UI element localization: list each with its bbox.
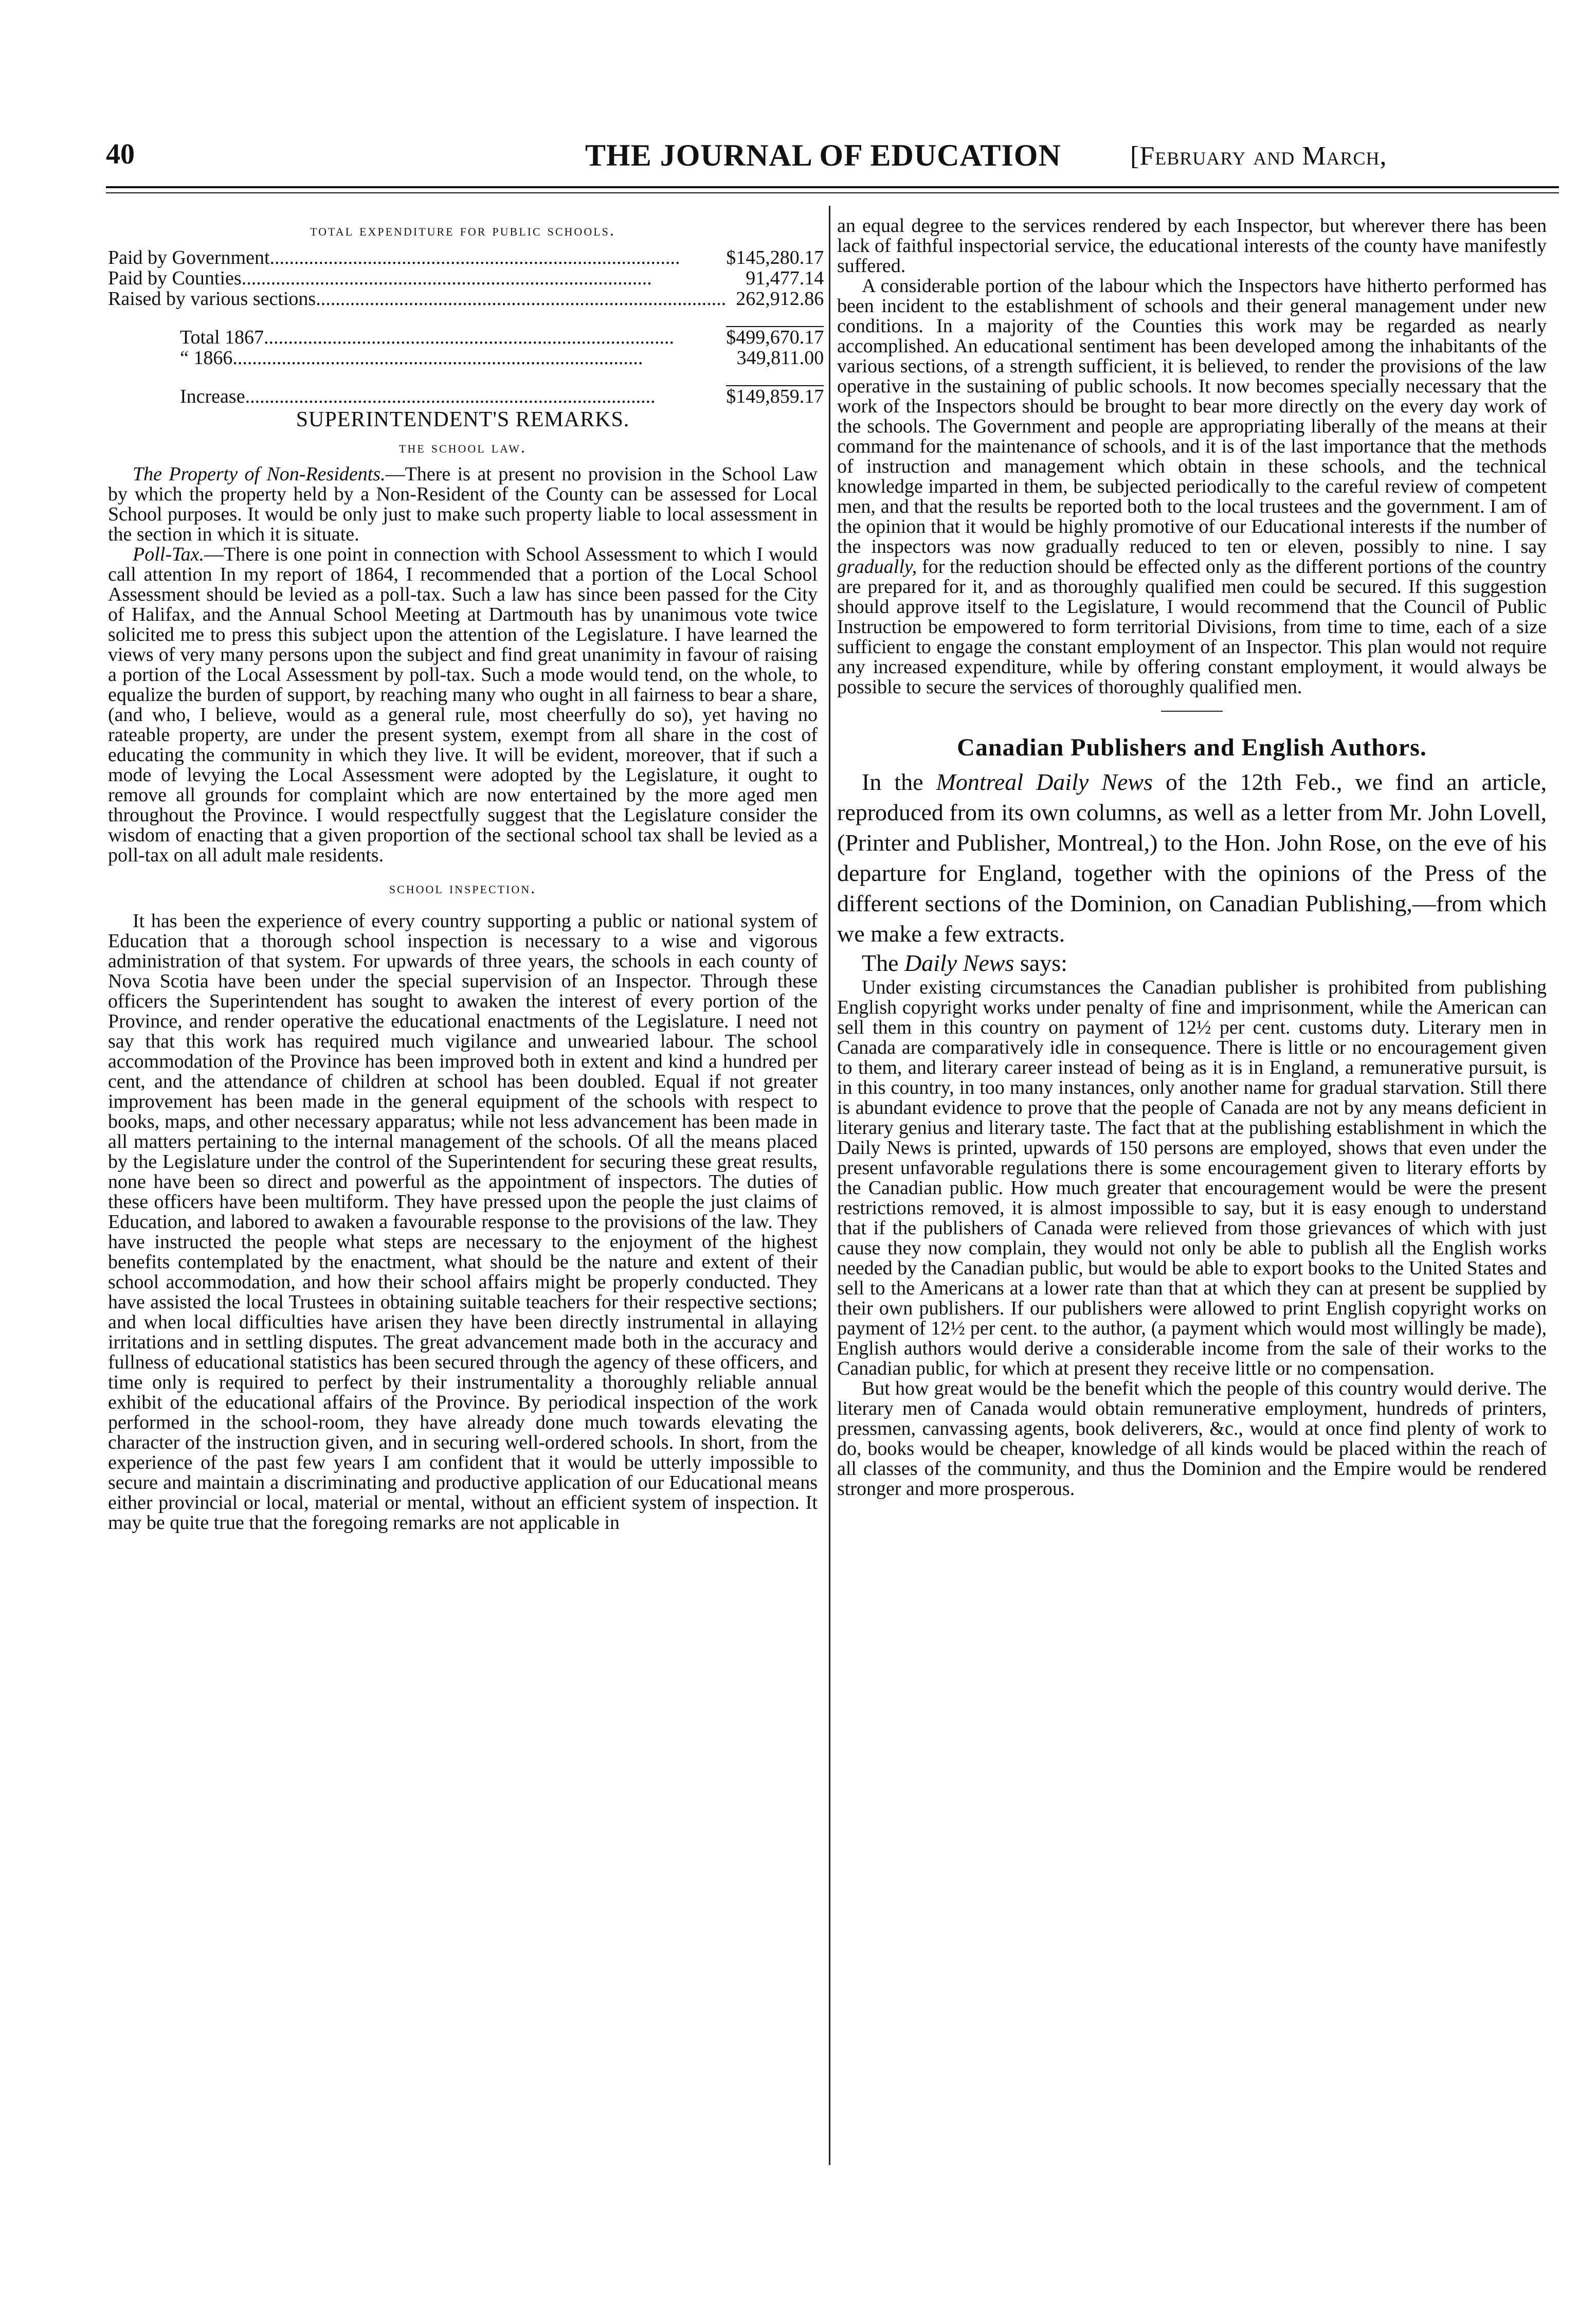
expenditure-row	[108, 268, 824, 288]
newspaper-name: Montreal Daily News	[936, 769, 1153, 795]
says-text-2: says:	[1014, 950, 1067, 976]
expenditure-row	[108, 288, 824, 309]
expenditure-label: Paid by Counties	[108, 267, 242, 289]
article-title: Canadian Publishers and English Authors.	[957, 734, 1427, 761]
issue-date: [February and March,	[1130, 141, 1387, 171]
expenditure-label: Paid by Government	[108, 247, 270, 268]
dot-leader: ....................................................................................	[232, 348, 643, 368]
page-number: 40	[106, 138, 135, 170]
expenditure-amount: $145,280.17	[726, 247, 824, 268]
journal-title: THE JOURNAL OF EDUCATION	[585, 138, 1061, 172]
property-text: —There is at present no provision in the School Law by which the property held by a Non-Resident of the County can be assessed for Local School purposes. It would be only just to make such property liable to local assessment in the section in which it is situate.	[108, 463, 818, 545]
total-amount: 349,811.00	[736, 347, 824, 369]
says-newspaper: Daily News	[904, 950, 1014, 976]
header-rule-thick	[106, 186, 1559, 188]
lead-text-1: In the	[862, 769, 936, 795]
dot-leader: ....................................................................................	[269, 247, 680, 268]
lead-text-2: of the 12th Feb., we find an article, reproduced from its own columns, as well as a letter from Mr. John Lovell, (Printer and Publisher, Montreal,) to the Hon. John Rose, on the eve of his departure for England, together with the opinions of the Press of the different sections of the Dominion, on Canadian Publishing,—from which we make a few extracts.	[837, 769, 1547, 947]
says-line	[837, 949, 1547, 978]
expenditure-amount: 91,477.14	[746, 267, 824, 289]
expenditure-amount: 262,912.86	[736, 288, 824, 310]
property-paragraph	[108, 464, 818, 545]
says-text-1: The	[862, 950, 905, 976]
total-row	[108, 348, 824, 368]
right-column	[837, 216, 1547, 1499]
article-lead	[837, 767, 1547, 949]
dot-leader: ....................................................................................	[245, 386, 656, 407]
expenditure-table	[108, 247, 824, 407]
inspection-heading: school inspection.	[389, 878, 537, 897]
section-rule	[1161, 711, 1223, 712]
poll-tax-paragraph	[108, 545, 818, 866]
dot-leader: ....................................................................................	[264, 327, 675, 348]
poll-tax-title: Poll-Tax.	[133, 544, 204, 565]
expenditure-heading: total expenditure for public schools.	[310, 221, 615, 239]
total-row	[108, 327, 824, 348]
labour-emphasis: gradually,	[837, 556, 917, 578]
article-body-paragraph: But how great would be the benefit which the people of this country would derive. The literary men of Canada would obtain remunerative employment, hundreds of printers, pressmen, canvassing agents, book deliverers, &c., would at once find plenty of work to do, books would be cheaper, knowledge of all kinds would be placed within the reach of all classes of the community, and thus the Dominion and the Empire would be rendered stronger and more prosperous.	[837, 1378, 1547, 1500]
remarks-title: SUPERINTENDENT'S REMARKS.	[296, 408, 630, 431]
total-label: “ 1866	[180, 347, 233, 369]
dot-leader: ....................................................................................	[241, 268, 652, 288]
labour-paragraph	[837, 276, 1547, 697]
property-title: The Property of Non-Residents.	[133, 463, 386, 485]
lead-paragraph	[837, 767, 1547, 949]
labour-text-2: for the reduction should be effected only as the different portions of the country are prepared for it, and as thoroughly qualified men could be secured. If this suggestion should approve itself to the Legislature, I would recommend that the Council of Public Instruction be empowered to form territorial Divisions, from time to time, each of a size sufficient to engage the constant employment of an Inspector. This plan would not require any increased expenditure, while by offering constant employment, it would always be possible to secure the services of thoroughly qualified men.	[837, 556, 1547, 698]
left-column	[108, 216, 824, 1534]
increase-label: Increase	[180, 386, 245, 407]
expenditure-label: Raised by various sections	[108, 288, 316, 310]
school-law-heading: the school law.	[398, 438, 527, 456]
total-amount: $499,670.17	[726, 327, 824, 348]
poll-tax-text: —There is one point in connection with School Assessment to which I would call attention In my report of 1864, I recommended that a portion of the Local School Assessment should be levied as a poll-tax. Such a law has since been passed for the City of Halifax, and the Annual School Meeting at Dartmouth has by unanimous vote twice solicited me to press this subject upon the attention of the Legislature. I have learned the views of very many persons upon the subject and find great unanimity in favour of raising a portion of the Local Assessment by poll-tax. Such a mode would tend, on the whole, to equalize the burden of support, by reaching many who ought in all fairness to bear a share, (and who, I believe, would as a general rule, most cheerfully do so), yet having no rateable property, are under the present system, exempt from all share in the cost of educating the community in which they live. It will be evident, moreover, that if such a mode of levying the Local Assessment were adopted by the Legislature, it ought to remove all grounds for complaint which are now entertained by the more aged men throughout the Province. I would respectfully suggest that the Legislature consider the wisdom of enacting that a given proportion of the sectional school tax shall be levied as a poll-tax on all adult male residents.	[108, 544, 818, 866]
continued-paragraph: an equal degree to the services rendered by each Inspector, but wherever there has been lack of faithful inspectorial service, the educational interests of the county have manifestly suffered.	[837, 215, 1547, 277]
increase-row	[108, 386, 824, 407]
article-body-paragraph: Under existing circumstances the Canadian publisher is prohibited from publishing English copyright works under penalty of fine and imprisonment, while the American can sell them in this country on payment of 12½ per cent. customs duty. Literary men in Canada are comparatively idle in consequence. There is little or no encouragement given to them, and literary career instead of being as it is in England, a remunerative pursuit, is in this country, in too many instances, only another name for gradual starvation. Still there is abundant evidence to prove that the people of Canada are not by any means deficient in literary genius and literary taste. The fact that at the publishing establishment in which the Daily News is printed, upwards of 150 persons are employed, shows that even under the present unfavorable regulations there is some encouragement given to literary efforts by the Canadian public. How much greater that encouragement would be were the present restrictions removed, it is almost impossible to say, but it is easy enough to understand that if the publishers of Canada were relieved from those grievances of which with just cause they now complain, they would not only be able to publish all the English works needed by the Canadian public, but would be able to export books to the United States and sell to the Americans at a lower rate than that at which they can at present be supplied by their own publishers. If our publishers were allowed to print English copyright works on payment of 12½ per cent. to the author, (a payment which would most willingly be made), English authors would derive a considerable income from the sale of their works to the Canadian public, for which at present they receive little or no compensation.	[837, 977, 1547, 1379]
expenditure-row	[108, 247, 824, 268]
increase-amount: $149,859.17	[726, 386, 824, 407]
inspection-paragraph: It has been the experience of every country supporting a public or national system of Education that a thorough school inspection is necessary to a wise and vigorous administration of that system. For upwards of three years, the schools in each county of Nova Scotia have been under the special supervision of an Inspector. Through these officers the Superintendent has sought to awaken the interest of every portion of the Province, and render operative the educational enactments of the Legislature. I need not say that this work has required much vigilance and unwearied labour. The school accommodation of the Province has been improved both in extent and kind a hundred per cent, and the attendance of children at school has been doubled. Equal if not greater improvement has been made in the general equipment of the schools with respect to books, maps, and other necessary apparatus; while not less advancement has been made in all matters pertaining to the internal management of the schools. Of all the means placed by the Legislature under the control of the Superintendent for securing these great results, none have been so direct and powerful as the appointment of inspectors. The duties of these officers have been multiform. They have pressed upon the people the just claims of Education, and labored to awaken a favourable response to the provisions of the law. They have instructed the people what steps are necessary to the enjoyment of the highest benefits contemplated by the enactment, what should be the nature and extent of their school accommodation, and how their school affairs might be properly conducted. They have assisted the local Trustees in obtaining suitable teachers for their respective sections; and when local difficulties have arisen they have been directly instrumental in allaying irritations and in settling disputes. The great advancement made both in the accuracy and fullness of educational statistics has been secured through the agency of these officers, and time only is required to perfect by their instrumentality a thoroughly reliable annual exhibit of the educational affairs of the Province. By periodical inspection of the work performed in the school-room, they have already done much towards elevating the character of the instruction given, and in securing well-ordered schools. In short, from the experience of the past few years I am confident that it would be utterly impossible to secure and maintain a discriminating and productive application of our Educational means either provincial or local, material or mental, without an efficient system of inspection. It may be quite true that the foregoing remarks are not applicable in	[108, 910, 818, 1534]
total-label: Total 1867	[180, 327, 264, 348]
header-rule-thin	[106, 192, 1559, 193]
dot-leader: ....................................................................................	[316, 288, 727, 309]
labour-text-1: A considerable portion of the labour which the Inspectors have hitherto performed has been incident to the establishment of schools and their general management under new conditions. In a majority of the Counties this work may be regarded as nearly accomplished. An educational sentiment has been developed among the inhabitants of the various sections, of a strength sufficient, it is believed, to render the provisions of the law operative in the sustaining of public schools. It now becomes specially necessary that the work of the Inspectors should be brought to bear more directly on the every day work of the schools. The Government and people are appropriating liberally of the means at their command for the maintenance of schools, and it is of the last importance that the methods of instruction and management which obtain in these schools, and the technical knowledge imparted in them, be subjected periodically to the careful review of competent men, and that the results be reported both to the local trustees and the government. I am of the opinion that it would be highly promotive of our Educational interests if the number of the inspectors was now gradually reduced to ten or eleven, possibly to nine. I say	[837, 275, 1547, 557]
column-divider	[829, 206, 830, 2165]
